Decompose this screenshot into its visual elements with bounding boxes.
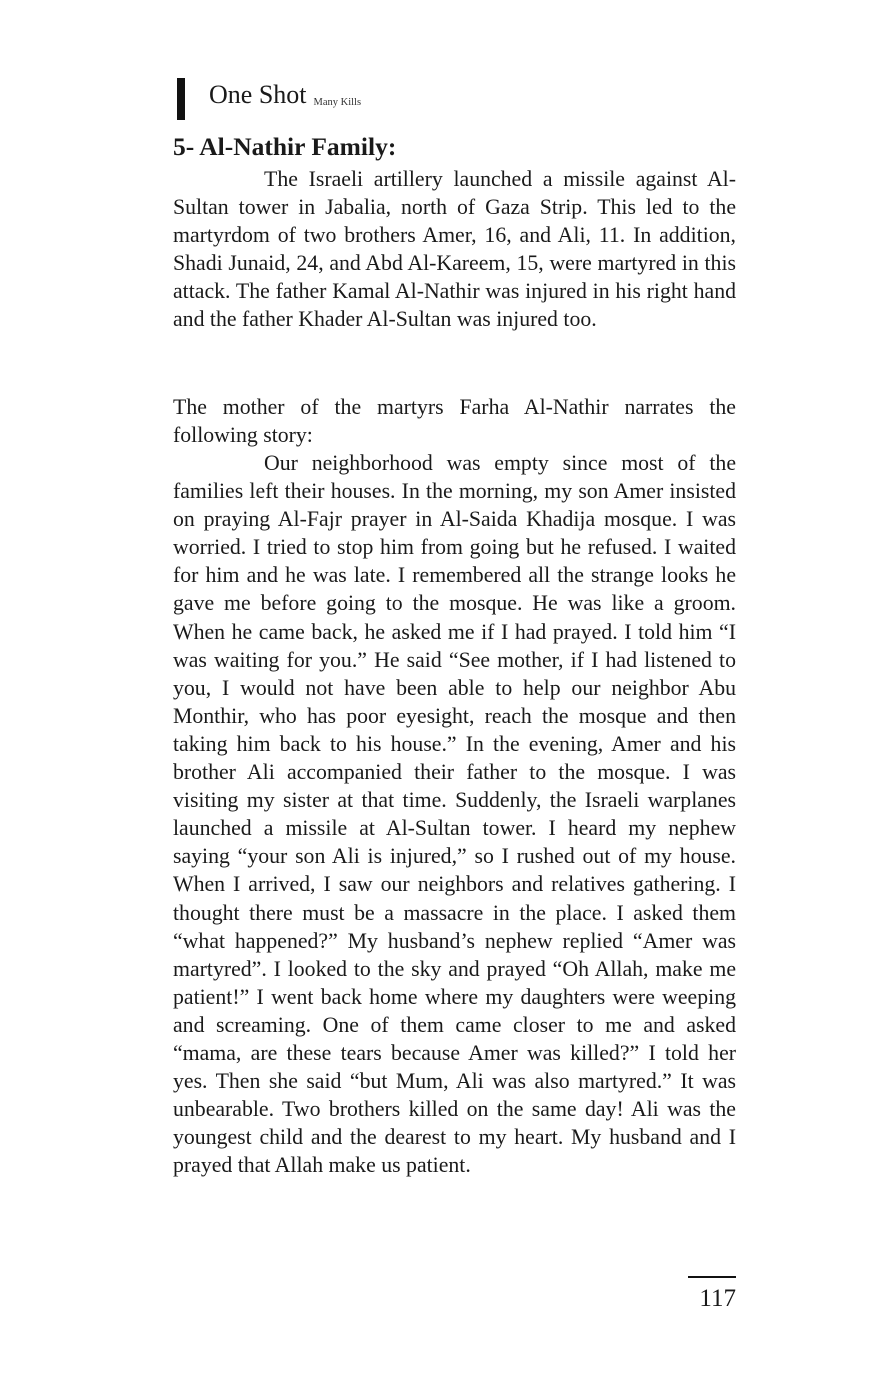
running-head bbox=[177, 76, 361, 120]
section-heading: 5- Al-Nathir Family: bbox=[173, 132, 397, 161]
book-subtitle: Many Kills bbox=[313, 96, 362, 108]
paragraph-mother-story: Our neighborhood was empty since most of the families left their houses. In the morning, my son Amer insisted on praying Al-Fajr prayer in Al-Saida Khadija mosque. I was worried. I tried to stop him from going but he refused. I waited for him and he was late. I remembered all the strange looks he gave me before going to the mosque. He was like a groom. When he came back, he asked me if I had prayed. I told him “I was waiting for you.” He said “See mother, if I had listened to you, I would not have been able to help our neighbor Abu Monthir, who has poor eyesight, reach the mosque and then taking him back to his house.” In the evening, Amer and his brother Ali accompanied their father to the mosque. I was visiting my sister at that time. Suddenly, the Israeli warplanes launched a missile at Al-Sultan tower. I heard my nephew saying “your son Ali is injured,” so I rushed out of my house. When I arrived, I saw our neighbors and relatives gathering. I thought there must be a massacre in the place. I asked them “what happened?” My husband’s nephew replied “Amer was martyred”. I looked to the sky and prayed “Oh Allah, make me patient!” I went back home where my daughters were weeping and screaming. One of them came closer to me and asked “mama, are these tears because Amer was killed?” I told her yes. Then she said “but Mum, Ali was also martyred.” It was unbearable. Two brothers killed on the same day! Ali was the youngest child and the dearest to my heart. My husband and I prayed that Allah make us patient. bbox=[173, 451, 736, 1178]
book-title: One Shot bbox=[209, 80, 307, 109]
running-head-bar bbox=[177, 78, 185, 120]
page-number-rule bbox=[688, 1276, 736, 1278]
paragraph-narrator-intro: The mother of the martyrs Farha Al-Nathir narrates the following story: bbox=[173, 395, 736, 448]
paragraph-attack-summary: The Israeli artillery launched a missile against Al-Sultan tower in Jabalia, north of Gaza Strip. This led to the martyrdom of two brothers Amer, 16, and Ali, 11. In addition, Shadi Junaid, 24, and Abd Al-Kareem, 15, were martyred in this attack. The father Kamal Al-Nathir was injured in his right hand and the father Khader Al-Sultan was injured too. bbox=[173, 167, 736, 332]
page-number: 117 bbox=[699, 1285, 736, 1312]
